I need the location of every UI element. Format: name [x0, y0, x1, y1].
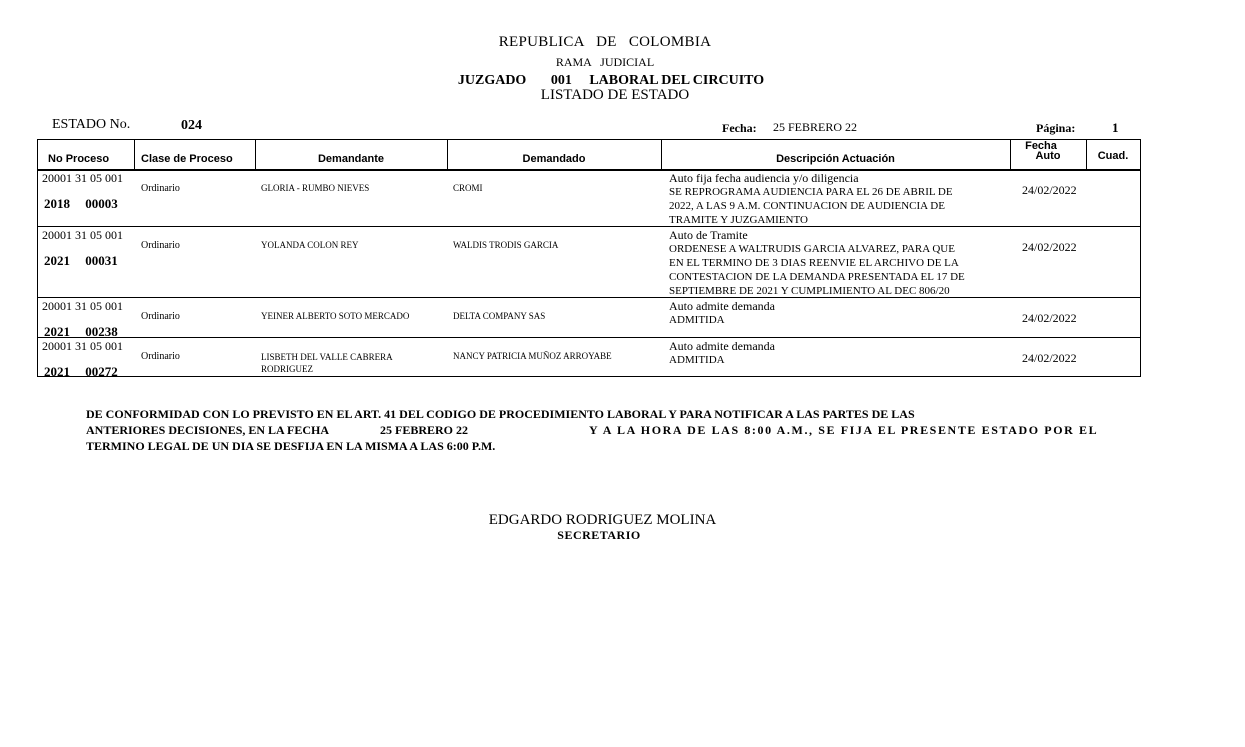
row-1-anio-numero: 2018 00003: [44, 196, 118, 211]
row-2-fecha: 24/02/2022: [1022, 240, 1077, 254]
header-listado: LISTADO DE ESTADO: [540, 87, 690, 103]
header-juzgado: JUZGADO 001 LABORAL DEL CIRCUITO: [457, 73, 765, 88]
notificacion-paragraph: [86, 406, 1099, 454]
row-3-anio-numero: 2021 00238: [44, 324, 118, 339]
col-header-cuad: Cuad.: [1097, 150, 1129, 162]
row-1-clase: Ordinario: [141, 183, 180, 194]
footer-line-3: TERMINO LEGAL DE UN DIA SE DESFIJA EN LA MISMA A LAS 6:00 P.M.: [86, 439, 496, 453]
row-4-actuacion: Auto admite demanda: [669, 339, 775, 353]
row-2-demandado: WALDIS TRODIS GARCIA: [453, 240, 559, 250]
row-3-descripcion: [669, 299, 775, 327]
row-4-demandado: NANCY PATRICIA MUÑOZ ARROYABE: [453, 351, 612, 361]
row-3-clase: Ordinario: [141, 311, 180, 322]
row-divider: [38, 337, 1140, 338]
col-header-descripcion: Descripción Actuación: [776, 153, 895, 165]
signature-name: EDGARDO RODRIGUEZ MOLINA: [488, 512, 717, 528]
row-4-anio-numero: 2021 00272: [44, 364, 118, 379]
row-4-fecha: 24/02/2022: [1022, 351, 1077, 365]
header-rule: [38, 169, 1140, 171]
row-2-clase: Ordinario: [141, 240, 180, 251]
row-3-demandante: YEINER ALBERTO SOTO MERCADO: [261, 311, 410, 321]
row-1-demandado: CROMI: [453, 183, 483, 193]
row-1-demandante: GLORIA - RUMBO NIEVES: [261, 183, 370, 193]
row-4-codigo: 20001 31 05 001: [42, 339, 123, 353]
col-header-fecha: Fecha: [1025, 140, 1057, 152]
col-divider: [134, 140, 135, 170]
col-header-clase: Clase de Proceso: [141, 153, 233, 165]
row-2-desc-line: CONTESTACION DE LA DEMANDA PRESENTADA EL 17 DE: [669, 271, 965, 283]
header-republica: REPUBLICA DE COLOMBIA: [498, 34, 712, 50]
footer-line-2-end: Y A LA HORA DE LAS 8:00 A.M., SE FIJA EL PRESENTE ESTADO POR EL: [589, 423, 1099, 437]
footer-line-2-start: ANTERIORES DECISIONES, EN LA FECHA: [86, 423, 330, 437]
footer-line-2: [86, 422, 1099, 438]
row-3-demandado: DELTA COMPANY SAS: [453, 311, 546, 321]
pagina-value: 1: [1112, 120, 1119, 135]
col-header-auto: Auto: [1035, 150, 1061, 162]
row-3-desc-line: ADMITIDA: [669, 314, 725, 326]
row-4-clase: Ordinario: [141, 351, 180, 362]
fecha-label: Fecha:: [722, 121, 757, 135]
row-1-fecha: 24/02/2022: [1022, 183, 1077, 197]
col-header-demandado: Demandado: [522, 153, 586, 165]
estado-number: 024: [181, 118, 202, 133]
header-rama: RAMA JUDICIAL: [555, 55, 655, 69]
row-4-descripcion: [669, 339, 775, 367]
row-1-codigo: 20001 31 05 001: [42, 171, 123, 185]
row-1-descripcion: [669, 171, 953, 227]
row-2-desc-line: SEPTIEMBRE DE 2021 Y CUMPLIMIENTO AL DEC 806/20: [669, 285, 950, 297]
row-2-desc-line: EN EL TERMINO DE 3 DIAS REENVIE EL ARCHIVO DE LA: [669, 257, 959, 269]
estado-table: [37, 139, 1141, 377]
estado-label: ESTADO No.: [52, 117, 131, 132]
row-1-desc-line: TRAMITE Y JUZGAMIENTO: [669, 214, 808, 226]
col-header-demandante: Demandante: [317, 153, 385, 165]
row-2-actuacion: Auto de Tramite: [669, 228, 748, 242]
row-divider: [38, 226, 1140, 227]
footer-line-1: DE CONFORMIDAD CON LO PREVISTO EN EL ART. 41 DEL CODIGO DE PROCEDIMIENTO LABORAL Y PARA NOTIFICAR A LAS PARTES DE LAS: [86, 407, 915, 421]
row-1-desc-line: 2022, A LAS 9 A.M. CONTINUACION DE AUDIENCIA DE: [669, 200, 945, 212]
row-4-demandante: [261, 351, 393, 375]
signature-title: SECRETARIO: [557, 528, 641, 542]
row-2-demandante: YOLANDA COLON REY: [261, 240, 359, 250]
col-header-no-proceso: No Proceso: [48, 153, 110, 165]
row-2-descripcion: [669, 228, 965, 298]
row-4-demandante-line: RODRIGUEZ: [261, 364, 313, 374]
row-4-demandante-line: LISBETH DEL VALLE CABRERA: [261, 352, 393, 362]
footer-fecha: 25 FEBRERO 22: [380, 423, 469, 437]
row-1-desc-line: SE REPROGRAMA AUDIENCIA PARA EL 26 DE ABRIL DE: [669, 186, 953, 198]
row-2-desc-line: ORDENESE A WALTRUDIS GARCIA ALVAREZ, PARA QUE: [669, 243, 955, 255]
row-3-fecha: 24/02/2022: [1022, 311, 1077, 325]
row-1-actuacion: Auto fija fecha audiencia y/o diligencia: [669, 171, 859, 185]
pagina-label: Página:: [1036, 121, 1076, 135]
row-3-actuacion: Auto admite demanda: [669, 299, 775, 313]
row-divider: [38, 297, 1140, 298]
row-2-codigo: 20001 31 05 001: [42, 228, 123, 242]
row-2-anio-numero: 2021 00031: [44, 253, 118, 268]
fecha-value: 25 FEBRERO 22: [773, 120, 858, 134]
row-3-codigo: 20001 31 05 001: [42, 299, 123, 313]
row-4-desc-line: ADMITIDA: [669, 354, 725, 366]
